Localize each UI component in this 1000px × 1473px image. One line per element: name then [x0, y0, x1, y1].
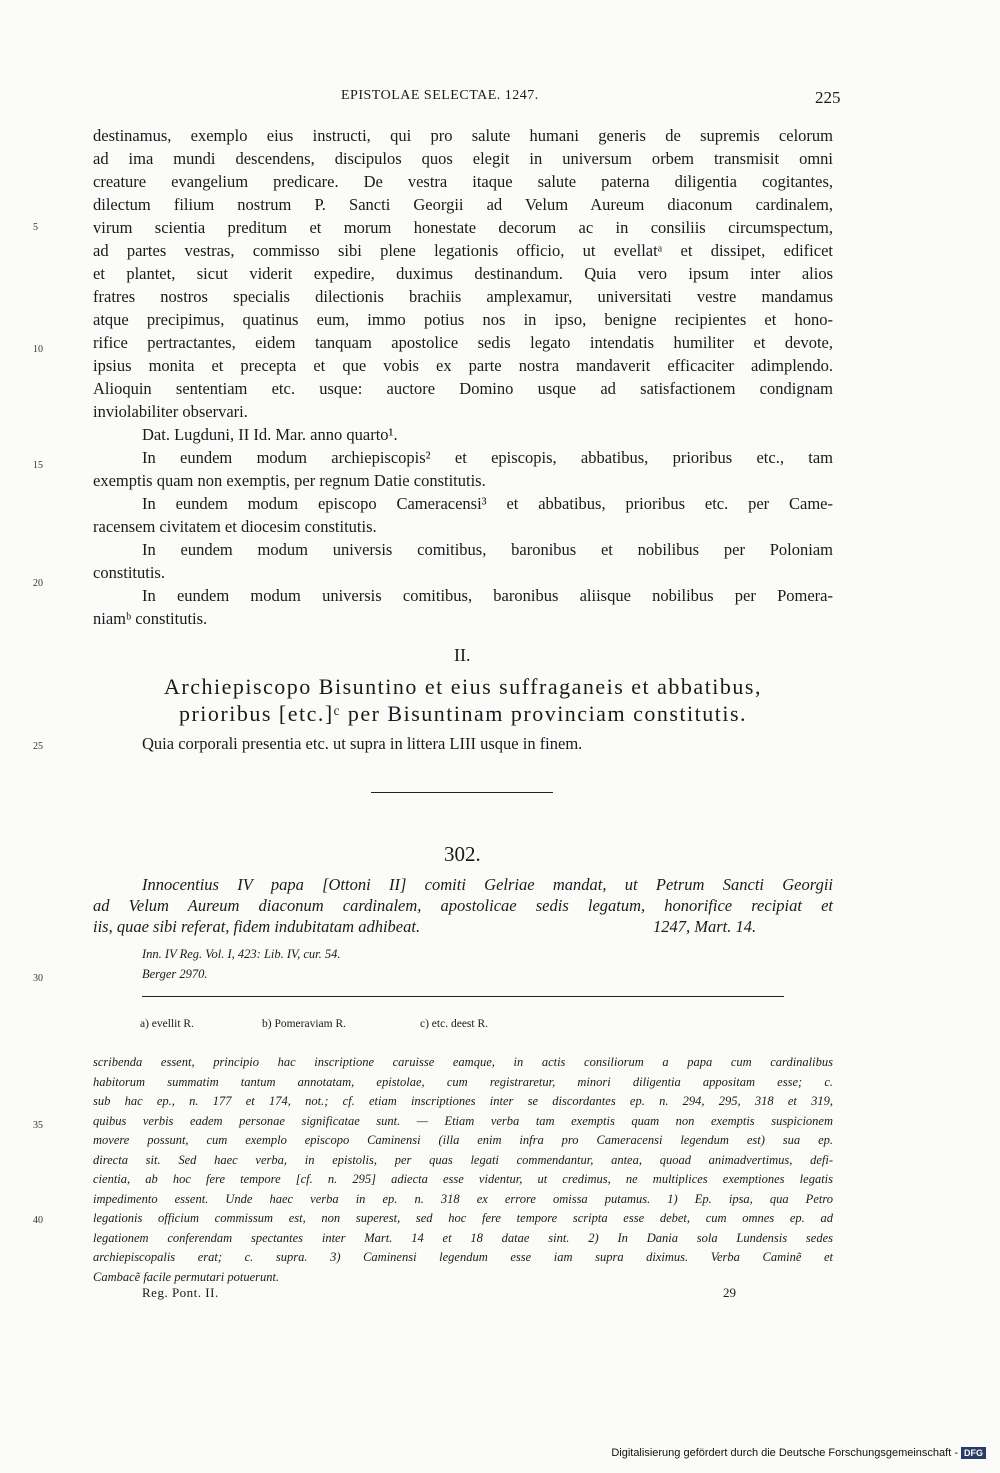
body-line: exemptis quam non exemptis, per regnum Datie constitutis.: [93, 471, 486, 490]
body-line: et plantet, sicut viderit expedire, duximus destinandum. Quia vero ipsum inter alios: [93, 264, 833, 283]
note-line: cientia, ab hoc fere tempore [cf. n. 295] adiecta esse videntur, ut credimus, ne multiplices exemptiones legatis: [93, 1172, 833, 1186]
dfg-logo: DFG: [961, 1447, 986, 1459]
section-title-line: Archiepiscopo Bisuntino et eius suffraganeis et abbatibus,: [164, 674, 762, 699]
line-number: 15: [33, 460, 43, 471]
dating-clause: Dat. Lugduni, II Id. Mar. anno quarto¹.: [142, 425, 398, 444]
letter-body: [93, 124, 833, 630]
body-line: In eundem modum universis comitibus, baronibus et nobilibus per Poloniam: [142, 540, 833, 559]
body-line: constitutis.: [93, 563, 165, 582]
signature-number: 29: [723, 1285, 736, 1300]
note-line: Cambacẽ facile permutari potuerunt.: [93, 1269, 280, 1284]
commentary-notes: [93, 1053, 833, 1287]
body-line: racensem civitatem et diocesim constitutis.: [93, 517, 377, 536]
body-line: ad ima mundi descendens, discipulos quos elegit in universum orbem transmisit omni: [93, 149, 833, 168]
signature-mark: Reg. Pont. II.: [142, 1285, 219, 1300]
note-line: habitorum summatim tantum annotatam, epistolae, cum registraretur, minori diligentia appositam esse; c.: [93, 1074, 833, 1089]
line-number: 40: [33, 1215, 43, 1226]
document-summary: [93, 874, 833, 937]
running-header: EPISTOLAE SELECTAE. 1247.: [341, 88, 539, 103]
body-line: inviolabiliter observari.: [93, 402, 248, 421]
body-line: dilectum filium nostrum P. Sancti Georgii ad Velum Aureum diaconum cardinalem,: [93, 195, 833, 214]
apparatus-note: a) evellit R.: [140, 1018, 194, 1030]
note-line: impedimento essent. Unde haec verba in ep. n. 318 ex errore omissa putamus. 1) Ep. ipsa, qua Petro: [93, 1191, 833, 1206]
note-line: legationis officium commissum est, non superest, sed hoc fere tempore scripta esse debet, cum omnes ep. ad: [93, 1211, 833, 1225]
note-line: movere possunt, cum exemplo episcopo Caminensi (illa enim infra pro Cameracensi legendum est) sua ep.: [93, 1133, 833, 1147]
apparatus-note: b) Pomeraviam R.: [262, 1018, 346, 1030]
line-number: 25: [33, 741, 43, 752]
line-number: 10: [33, 344, 43, 355]
body-line: In eundem modum episcopo Cameracensi³ et abbatibus, prioribus etc. per Came-: [142, 494, 833, 513]
summary-line: [93, 916, 833, 937]
note-line: legationem conferendam spectantes inter Mart. 14 et 18 datae sint. 2) In Dania sola Lundensis sedes: [93, 1230, 833, 1245]
section-text: Quia corporali presentia etc. ut supra in littera LIII usque in finem.: [142, 734, 583, 753]
summary-line: Innocentius IV papa [Ottoni II] comiti Gelriae mandat, ut Petrum Sancti Georgii: [142, 875, 833, 894]
body-line: ipsius monita et precepta et que vobis ex parte nostra mandaverit efficaciter adimplendo.: [93, 356, 833, 375]
page-number: 225: [815, 88, 841, 107]
body-line: Alioquin sententiam etc. usque: auctore Domino usque ad satisfactionem condignam: [93, 379, 833, 398]
line-number: 30: [33, 973, 43, 984]
body-line: virum scientia preditum et morum honestate decorum ac in consiliis circumspectum,: [93, 218, 833, 237]
apparatus-divider: [142, 996, 784, 997]
body-line: In eundem modum archiepiscopis² et episcopis, abbatibus, prioribus etc., tam: [142, 448, 833, 467]
section-number: II.: [454, 645, 471, 665]
body-line: creature evangelium predicare. De vestra itaque salute paterna diligentia cogitantes,: [93, 172, 833, 191]
body-line: fratres nostros specialis dilectionis brachiis amplexamur, universitati vestre mandamus: [93, 287, 833, 306]
credit-text: Digitalisierung gefördert durch die Deutsche Forschungsgemeinschaft -: [611, 1447, 958, 1459]
document-number: 302.: [444, 842, 481, 866]
line-number: 35: [33, 1120, 43, 1131]
summary-text: iis, quae sibi referat, fidem indubitatam adhibeat.: [93, 917, 421, 936]
summary-line: ad Velum Aureum diaconum cardinalem, apostolicae sedis legatum, honorifice recipiat et: [93, 896, 833, 915]
body-line: destinamus, exemplo eius instructi, qui pro salute humani generis de supremis celorum: [93, 126, 833, 145]
body-line: In eundem modum universis comitibus, baronibus aliisque nobilibus per Pomera-: [142, 586, 833, 605]
divider: [371, 792, 553, 793]
note-line: quibus verbis eadem personae significatae sunt. — Etiam verba tam exemptis quam non exemptis suspicionem: [93, 1113, 833, 1128]
section-title-line: prioribus [etc.]ᶜ per Bisuntinam provinciam constitutis.: [178, 701, 748, 726]
apparatus-note: c) etc. deest R.: [420, 1018, 489, 1030]
body-line: niamᵇ constitutis.: [93, 609, 208, 628]
note-line: archiepiscopalis erat; c. supra. 3) Caminensi legendum esse iam supra diximus. Verba Caminẽ et: [93, 1250, 833, 1264]
note-line: directa sit. Sed haec verba, in epistolis, per quas legati commendantur, antea, quoad animadvertimus, defi-: [93, 1152, 833, 1167]
document-date: 1247, Mart. 14.: [653, 917, 757, 936]
note-line: sub hac ep., n. 177 et 174, not.; cf. etiam inscriptiones inter se discordantes ep. n. 294, 295, 318 et 319,: [93, 1094, 833, 1108]
source-reference: Inn. IV Reg. Vol. I, 423: Lib. IV, cur. 54.: [142, 947, 341, 961]
digitization-credit: [611, 1447, 986, 1459]
body-line: ad partes vestras, commisso sibi plene legationis officio, ut evellatᵃ et dissipet, edificet: [93, 241, 833, 260]
source-reference: Berger 2970.: [142, 967, 208, 981]
body-line: atque precipimus, quatinus eum, immo potius nos in ipso, benigne recipientes et hono-: [93, 310, 833, 329]
note-line: scribenda essent, principio hac inscriptione caruisse eamque, in actis consiliorum a papa cum cardinalibus: [93, 1055, 833, 1069]
line-number: 20: [33, 578, 43, 589]
line-number: 5: [33, 222, 38, 233]
body-line: rifice pertractantes, eidem tanquam apostolice sedis legato intendatis humiliter et devote,: [93, 333, 833, 352]
